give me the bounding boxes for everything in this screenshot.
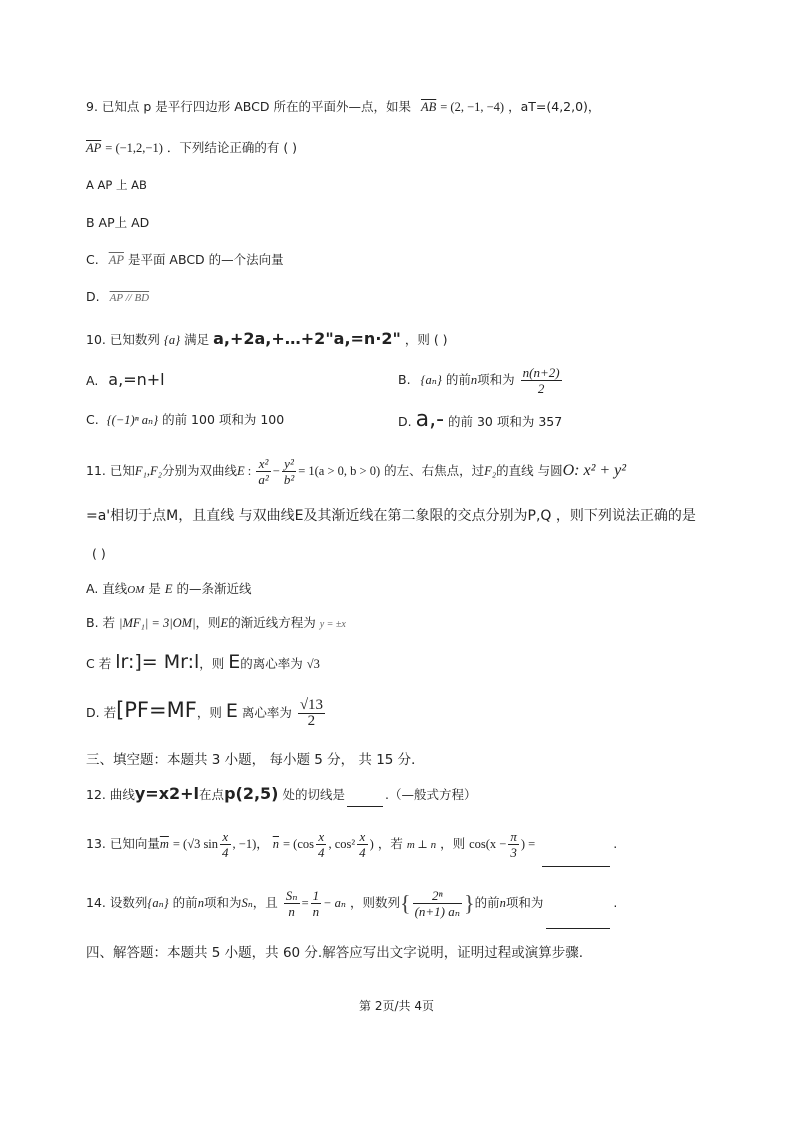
q14-text-a: 14. 设数列 <box>86 895 148 910</box>
q13-m-value-a: = (√3 sin <box>172 837 219 851</box>
q11-option-a-E: E <box>164 582 173 596</box>
q10-option-b-close: ₙ} <box>431 373 442 387</box>
q9-question: ．下列结论正确的有 ( ) <box>166 140 298 155</box>
q13-n: $\overline{n}$ <box>272 837 279 851</box>
q9-option-a: A AP 上 AB <box>86 178 147 192</box>
q11-circle: O: x² + y² <box>562 462 627 479</box>
q13-text-c: ，则 <box>440 836 466 851</box>
q11-y2: y² <box>282 456 296 472</box>
q13-n-frac2 <box>357 829 368 860</box>
q14-text-d: ，且 <box>252 895 278 910</box>
q11-option-c-E: E <box>228 651 241 673</box>
q9-ap-vector: $\overline{AP}$ <box>86 141 102 155</box>
q9-option-b: B AP上 AD <box>86 215 150 230</box>
q13-n-frac1-den: 4 <box>317 845 325 860</box>
q12 <box>86 782 476 807</box>
q11-x2: x² <box>256 456 270 472</box>
q9-option-c <box>86 251 284 269</box>
q14-text-e: ，则数列 <box>350 895 401 910</box>
q14-frac-1n <box>311 888 322 919</box>
q11-option-c-text: C 若 <box>86 656 112 671</box>
q11-line2: =a'相切于点M，且直线 与双曲线E及其渐近线在第二象限的交点分别为P,Q ，则下列说法正确的是 <box>86 508 696 524</box>
q13-text-b: ，若 <box>377 836 403 851</box>
q9-option-d-label: D. <box>86 289 100 304</box>
q11-option-b-text2: ，则 <box>195 615 221 630</box>
q11-cond: = 1(a > 0, b > 0) <box>298 464 381 478</box>
q11-option-a-om: OM <box>127 584 145 596</box>
q10-option-b-denominator: 2 <box>537 381 545 396</box>
q10-stem-a: 10. 已知数列 <box>86 332 160 347</box>
q9-ap-value: = (−1,2,−1) <box>105 141 163 155</box>
q14-eq: = <box>301 896 309 910</box>
q11-option-c-formula: lr:]= Mr:l <box>115 651 200 673</box>
q11-a2: a² <box>258 472 269 487</box>
q11-stem-d: 的左、右焦点，过 <box>384 463 485 478</box>
q11-option-a-text3: 的—条渐近线 <box>176 581 252 596</box>
q12-text-d: .（—般式方程） <box>384 787 477 802</box>
q13-n-value-b: , cos² <box>328 837 356 851</box>
q13: 13. 已知向量$\overline{m} = (√3$ sin $\frac{x}{4}$ , −1)， $\overline{n} = (\cos$ $\frac{x}{4}$ , cos² $\frac{x}{4}$ ) ，若 m ⊥ n ，则 cos(x − $\frac{\pi}{3}$ ) = . <box>86 822 617 867</box>
q11-option-d-text2: ，则 <box>196 705 222 720</box>
q13-n-frac2-num: x <box>357 829 368 845</box>
q11-option-b <box>86 614 346 634</box>
q14-text-f: 的前 <box>474 895 500 910</box>
q10-stem <box>86 330 448 349</box>
q10-option-a-label: A. <box>86 373 99 388</box>
q11-option-b-eq: |MF₁| = 3|OM| <box>119 616 196 630</box>
q10-option-d <box>398 408 562 434</box>
q11-option-d-denominator: 2 <box>307 713 316 729</box>
q11-option-a <box>86 580 252 599</box>
q12-curve: y=x2+l <box>134 784 200 803</box>
q13-pi: π <box>510 829 517 844</box>
q11-option-d-fraction <box>298 698 325 729</box>
q11-foci: F₁,F₂ <box>134 464 162 478</box>
q13-n-frac2-den: 4 <box>359 845 366 860</box>
q11-F2: F₂ <box>484 464 497 478</box>
q10-option-b-n: n <box>470 373 478 387</box>
q13-m-frac-num: x <box>220 829 231 845</box>
q14-end: . <box>613 895 618 910</box>
q13-n-value-a: = (cos <box>282 837 314 851</box>
q14-brace-open: { <box>400 890 411 916</box>
q10-option-c-seq: {(−1)ⁿ aₙ} <box>106 413 159 427</box>
q14-n: n <box>197 896 204 910</box>
q11-option-d-formula: [PF=MF <box>116 698 197 722</box>
q13-m-value-b: , −1) <box>232 837 257 851</box>
q10-seq-an: {a <box>163 333 176 347</box>
q14-text-b: 的前 <box>172 895 198 910</box>
q10-stem-b: 满足 <box>184 332 210 347</box>
q13-m-frac-den: 4 <box>222 845 229 860</box>
q11-colon: : <box>244 464 255 478</box>
q13-n-value-c: ) <box>369 837 374 851</box>
q11-option-a-text2: 是 <box>148 581 161 596</box>
q13-n-frac1-num: x <box>316 829 327 845</box>
q11-option-d <box>86 690 327 733</box>
q12-point: p(2,5) <box>224 784 279 803</box>
q11-stem-a: 11. 已知 <box>86 463 135 478</box>
q13-m-frac <box>220 829 231 860</box>
q14-frac-sn-num: Sₙ <box>285 888 298 903</box>
q9-option-d-vector: AP // BD <box>109 292 150 304</box>
q9-line2 <box>86 139 297 157</box>
q11-option-d-text: D. 若 <box>86 705 117 720</box>
q10-option-b-text: 的前 <box>445 372 471 387</box>
q12-text-b: 在点 <box>199 787 225 802</box>
q11-E: E <box>236 464 245 478</box>
section-4-heading: 四、解答题：本题共 5 小题，共 60 分.解答应写出文字说明，证明过程或演算步骤. <box>86 945 584 961</box>
q14-brace-close: } <box>464 890 475 916</box>
q13-n-frac1 <box>316 829 327 860</box>
q14-sn: Sₙ <box>241 896 253 910</box>
q10-option-d-label: D. <box>398 414 412 429</box>
q11-b2: b² <box>283 472 295 487</box>
q14 <box>86 878 617 929</box>
q11-option-b-text3: 的渐近线方程为 <box>228 615 316 630</box>
q11-line3: ( ) <box>92 546 106 561</box>
q14-frac-1n-num: 1 <box>312 888 320 903</box>
q11-option-d-numerator: √13 <box>299 697 324 713</box>
q13-three: 3 <box>510 845 517 860</box>
q14-answer-blank[interactable] <box>546 914 610 929</box>
q11-minus: − <box>272 464 280 478</box>
q14-frac-sn-den: n <box>288 904 295 919</box>
q12-answer-blank[interactable] <box>347 792 383 807</box>
q10-stem-c: ，则 ( ) <box>404 332 448 347</box>
q13-text-a: 13. 已知向量 <box>86 836 160 851</box>
q10-option-b-numerator: n(n+2) <box>522 365 560 380</box>
q10-option-a <box>86 371 165 390</box>
q14-frac-1n-den: n <box>312 904 320 919</box>
q11-stem-b: 分别为双曲线 <box>161 463 237 478</box>
q11-line1 <box>86 454 626 488</box>
q9-stem: 9. 已知点 p 是平行四边形 ABCD 所在的平面外—点，如果 <box>86 99 411 114</box>
q9-at-value: ，aT=(4,2,0)， <box>508 99 601 114</box>
q14-frac-seq <box>413 888 462 919</box>
q10-option-b-label: B. <box>398 372 411 387</box>
q11-option-b-E: E <box>220 616 229 630</box>
q11-option-c-text3: 的离心率为 <box>240 656 303 671</box>
q9-option-c-text: 是平面 ABCD 的—个法向量 <box>127 252 284 267</box>
q11-option-c-text2: ，则 <box>199 656 225 671</box>
q10-option-d-text: 的前 30 项和为 357 <box>448 414 563 429</box>
q13-pi-frac <box>508 829 519 860</box>
q14-text-c: 项和为 <box>203 895 242 910</box>
q13-cos: cos(x − <box>469 837 507 851</box>
q10-option-c <box>86 411 284 429</box>
q11-stem-e: 的直线 与圆 <box>496 463 563 478</box>
q9-ab-value: = (2, −1, −4) <box>440 100 505 114</box>
q13-perp: m ⊥ n <box>406 839 437 851</box>
q12-text-c: 处的切线是 <box>282 787 345 802</box>
q11-option-b-text: B. 若 <box>86 615 116 630</box>
q11-option-d-text3: 离心率为 <box>241 705 292 720</box>
q12-text-a: 12. 曲线 <box>86 787 135 802</box>
q14-minus-an: − aₙ <box>323 896 347 910</box>
q11-option-a-text: A. 直线 <box>86 581 128 596</box>
q11-option-b-answer: y = ±x <box>319 619 346 630</box>
q10-option-c-label: C. <box>86 412 99 427</box>
q10-option-a-formula: a,=n+l <box>108 370 165 389</box>
q10-option-c-text: 的前 100 项和为 100 <box>162 412 285 427</box>
q14-frac-seq-den: (n+1) aₙ <box>414 904 461 919</box>
page-footer: 第 2页/共 4页 <box>359 999 434 1013</box>
q14-frac-sn <box>284 888 300 919</box>
q11-frac-y <box>282 456 296 487</box>
q11-option-c-answer: √3 <box>306 657 320 671</box>
q9-option-d <box>86 288 149 307</box>
q13-m: $\overline{m}$ <box>159 837 169 851</box>
q14-frac-seq-num: 2ⁿ <box>413 888 462 904</box>
q11-option-d-E: E <box>225 700 238 722</box>
q10-seq-close: } <box>175 333 181 347</box>
q13-answer-blank[interactable] <box>542 852 610 867</box>
q9-option-c-label: C. <box>86 252 99 267</box>
section-3-heading: 三、填空题：本题共 3 小题， 每小题 5 分， 共 15 分． <box>86 752 425 768</box>
q14-n2: n <box>499 896 506 910</box>
q9-ab-vector: $\overline{AB}$ <box>420 100 437 114</box>
q10-option-b-seq: {a <box>420 373 432 387</box>
q14-text-g: 项和为 <box>505 895 544 910</box>
q9-option-c-vector: $\overline{AP}$ <box>108 253 124 267</box>
q9-line1 <box>86 98 600 116</box>
q10-option-b-fraction <box>521 365 562 396</box>
q10-stem-formula: a,+2a,+…+2"a,=n·2" <box>213 329 401 348</box>
q10-option-d-formula: a,- <box>415 407 445 432</box>
q14-seq: {aₙ} <box>147 896 169 910</box>
q11-option-c <box>86 650 320 676</box>
q13-cos-end: ) = <box>520 837 536 851</box>
q10-option-b <box>398 362 564 398</box>
q13-end: . <box>613 836 618 851</box>
q11-frac-x <box>256 456 270 487</box>
q10-option-b-text2: 项和为 <box>477 372 515 387</box>
